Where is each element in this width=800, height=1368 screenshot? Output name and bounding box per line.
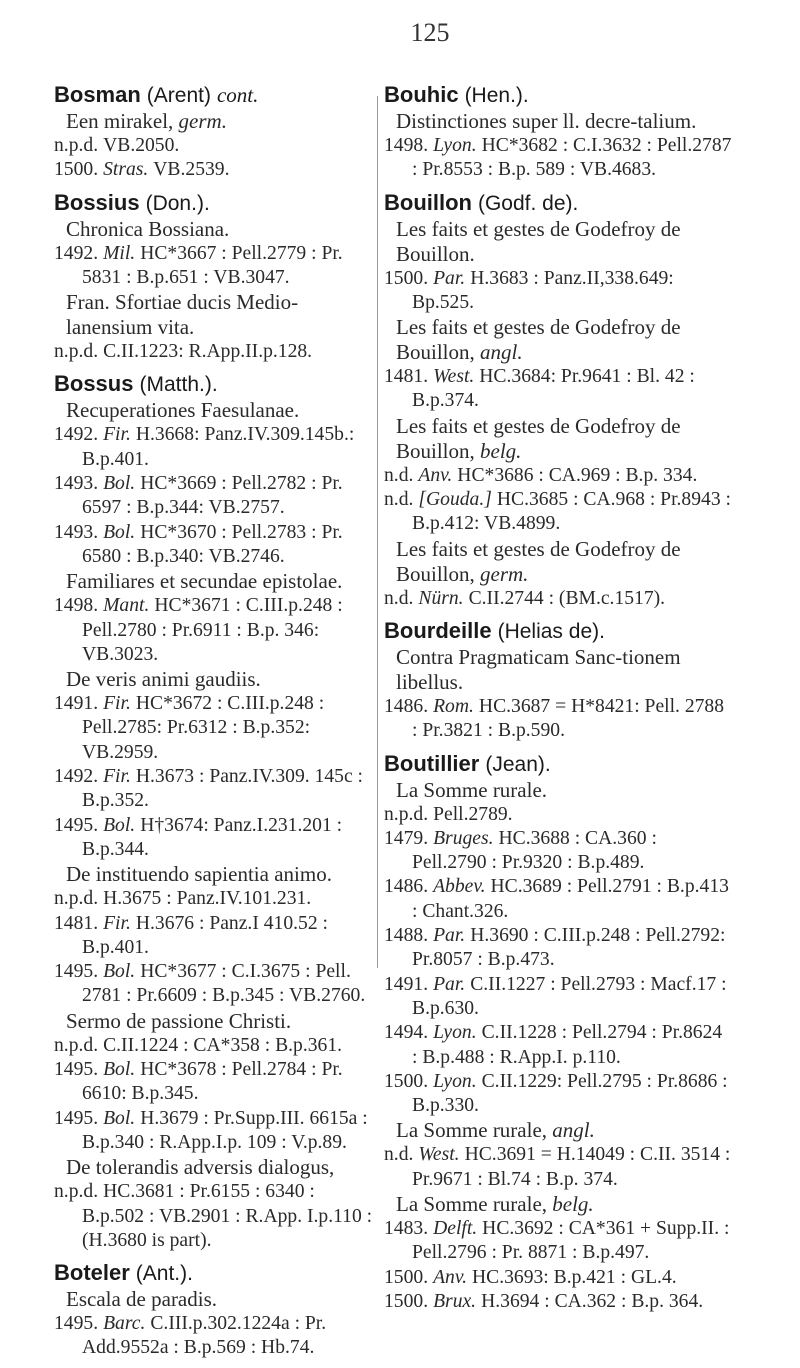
work-language: belg. bbox=[552, 1192, 594, 1217]
work-title-text: Contra Pragmaticam Sanc-tionem libellus. bbox=[396, 644, 681, 694]
work-title-text: Les faits et gestes de Godefroy de Bouillon, bbox=[396, 536, 681, 586]
author-heading bbox=[384, 190, 732, 217]
edition-year: n.p.d. bbox=[54, 1181, 99, 1203]
author-entry bbox=[384, 618, 732, 744]
work-title-text: La Somme rurale, bbox=[396, 1118, 548, 1143]
work-title bbox=[384, 537, 732, 587]
edition-year: 1486. bbox=[384, 695, 429, 717]
work-title-text: Een mirakel, bbox=[66, 109, 174, 133]
edition-place: Anv. bbox=[433, 1266, 467, 1288]
edition-place: Bol. bbox=[103, 473, 136, 495]
edition-holdings: H.3683 : Panz.II,338.649: Bp.525. bbox=[412, 267, 674, 313]
author-heading bbox=[54, 190, 376, 217]
author-entry bbox=[54, 1260, 376, 1361]
edition-year: 1495. bbox=[54, 814, 99, 836]
author-name: Bouhic bbox=[384, 82, 459, 107]
edition-holdings: C.II.1228 : Pell.2794 : Pr.8624 : B.p.488 : R.App.I. p.110. bbox=[412, 1022, 723, 1068]
edition-holdings: H.3694 : CA.362 : B.p. 364. bbox=[481, 1290, 704, 1312]
work-title bbox=[384, 109, 732, 134]
heading-continued: cont. bbox=[216, 83, 259, 107]
work-title-text: Les faits et gestes de Godefroy de Bouillon. bbox=[396, 216, 681, 266]
edition-record bbox=[54, 472, 376, 521]
edition-place: Fir. bbox=[103, 424, 131, 446]
author-entry bbox=[384, 82, 732, 183]
work-title bbox=[384, 315, 732, 365]
edition-record bbox=[384, 587, 732, 611]
author-name: Boteler bbox=[54, 1260, 130, 1286]
edition-year: 1481. bbox=[54, 912, 99, 934]
work-language: germ. bbox=[178, 109, 227, 133]
author-given-name: (Don.). bbox=[145, 191, 210, 215]
work-title bbox=[54, 667, 376, 692]
work-language: belg. bbox=[480, 438, 522, 463]
author-heading bbox=[384, 82, 732, 109]
edition-record bbox=[54, 1107, 376, 1156]
edition-year: 1492. bbox=[54, 242, 99, 264]
edition-year: 1492. bbox=[54, 424, 99, 446]
work-title bbox=[384, 778, 732, 803]
edition-record bbox=[384, 695, 732, 744]
edition-record bbox=[384, 827, 732, 876]
author-entry bbox=[54, 190, 376, 365]
work-language: angl. bbox=[480, 340, 523, 365]
edition-record bbox=[384, 1266, 732, 1290]
edition-holdings: HC.3684: Pr.9641 : Bl. 42 : B.p.374. bbox=[412, 366, 695, 412]
edition-holdings: HC.3692 : CA*361 + Supp.II. : Pell.2796 : Pr. 8871 : B.p.497. bbox=[412, 1218, 730, 1264]
edition-holdings: H.3668: Panz.IV.309.145b.: B.p.401. bbox=[82, 424, 355, 470]
edition-year: 1500. bbox=[384, 1070, 429, 1092]
author-given-name: (Godf. de). bbox=[477, 191, 579, 215]
author-name: Bourdeille bbox=[384, 617, 492, 643]
edition-holdings: HC.3681 : Pr.6155 : 6340 : B.p.502 : VB.2901 : R.App. I.p.110 : (H.3680 is part). bbox=[82, 1181, 373, 1251]
edition-record bbox=[54, 423, 376, 472]
edition-holdings: VB.2050. bbox=[103, 135, 180, 156]
edition-record bbox=[384, 267, 732, 316]
edition-year: n.p.d. bbox=[54, 341, 99, 363]
edition-holdings: HC.3687 = H*8421: Pell. 2788 : Pr.3821 : B.p.590. bbox=[412, 695, 725, 742]
edition-record bbox=[384, 134, 732, 183]
edition-year: 1486. bbox=[384, 876, 429, 898]
right-column bbox=[384, 82, 732, 1321]
edition-holdings: HC*3677 : C.I.3675 : Pell. 2781 : Pr.6609 : B.p.345 : VB.2760. bbox=[82, 961, 366, 1007]
work-title-text: La Somme rurale, bbox=[396, 1192, 548, 1217]
work-title bbox=[54, 569, 376, 594]
edition-record bbox=[384, 1070, 732, 1119]
author-heading bbox=[54, 1260, 376, 1287]
edition-holdings: H.3675 : Panz.IV.101.231. bbox=[103, 888, 312, 910]
edition-record bbox=[54, 521, 376, 570]
edition-holdings: HC.3693: B.p.421 : GL.4. bbox=[472, 1266, 677, 1288]
edition-place: Bol. bbox=[103, 1059, 136, 1081]
edition-record bbox=[384, 365, 732, 414]
edition-place: Bol. bbox=[103, 961, 136, 983]
edition-place: Par. bbox=[433, 267, 466, 289]
author-name: Bouillon bbox=[384, 189, 472, 215]
edition-holdings: HC*3672 : C.III.p.248 : Pell.2785: Pr.6312 : B.p.352: VB.2959. bbox=[82, 693, 325, 763]
edition-record bbox=[54, 887, 376, 911]
edition-place: Fir. bbox=[103, 693, 131, 715]
edition-holdings: HC*3686 : CA.969 : B.p. 334. bbox=[457, 464, 698, 486]
edition-place: Fir. bbox=[103, 912, 131, 934]
edition-record bbox=[54, 765, 376, 814]
work-title-text: Sermo de passione Christi. bbox=[66, 1008, 292, 1033]
edition-record bbox=[384, 803, 732, 827]
author-heading bbox=[54, 82, 376, 109]
author-heading bbox=[384, 618, 732, 645]
edition-record bbox=[54, 1180, 376, 1253]
edition-year: 1481. bbox=[384, 366, 429, 388]
edition-holdings: H.3676 : Panz.I 410.52 : B.p.401. bbox=[82, 912, 328, 958]
author-name: Bossus bbox=[54, 371, 134, 397]
edition-year: 1479. bbox=[384, 827, 429, 849]
edition-year: 1495. bbox=[54, 961, 99, 983]
edition-holdings: H.3690 : C.III.p.248 : Pell.2792: Pr.8057 : B.p.473. bbox=[412, 925, 726, 971]
edition-record bbox=[54, 158, 376, 182]
work-title-text: Escala de paradis. bbox=[66, 1287, 218, 1312]
edition-record bbox=[54, 814, 376, 863]
edition-year: 1500. bbox=[54, 159, 99, 181]
edition-year: n.p.d. bbox=[54, 135, 99, 156]
edition-record bbox=[54, 1058, 376, 1107]
edition-holdings: H†3674: Panz.I.231.201 : B.p.344. bbox=[82, 814, 343, 860]
edition-place: Bol. bbox=[103, 521, 136, 543]
edition-year: 1500. bbox=[384, 267, 429, 289]
edition-record bbox=[384, 1021, 732, 1070]
edition-year: 1498. bbox=[384, 135, 429, 156]
edition-place: Par. bbox=[433, 925, 466, 947]
author-given-name: (Matth.). bbox=[139, 373, 218, 397]
edition-place: Mil. bbox=[103, 242, 136, 264]
work-title bbox=[54, 1155, 376, 1180]
work-title bbox=[54, 1287, 376, 1312]
edition-record bbox=[54, 340, 376, 364]
edition-year: 1491. bbox=[384, 973, 429, 995]
edition-year: 1498. bbox=[54, 595, 99, 617]
edition-holdings: C.II.1227 : Pell.2793 : Macf.17 : B.p.630. bbox=[412, 973, 727, 1019]
edition-holdings: HC.3688 : CA.360 : Pell.2790 : Pr.9320 : B.p.489. bbox=[412, 827, 657, 874]
edition-record bbox=[384, 1217, 732, 1266]
work-title bbox=[54, 398, 376, 423]
edition-holdings: C.II.1223: R.App.II.p.128. bbox=[103, 341, 313, 363]
edition-holdings: C.II.1229: Pell.2795 : Pr.8686 : B.p.330. bbox=[412, 1070, 728, 1117]
work-title bbox=[384, 1192, 732, 1217]
column-divider bbox=[377, 96, 378, 968]
work-title bbox=[54, 290, 376, 340]
author-given-name: (Helias de). bbox=[497, 619, 605, 643]
work-title-text: Recuperationes Faesulanae. bbox=[66, 398, 300, 423]
edition-place: Bruges. bbox=[433, 827, 494, 849]
edition-holdings: HC*3671 : C.III.p.248 : Pell.2780 : Pr.6911 : B.p. 346: VB.3023. bbox=[82, 595, 343, 665]
edition-place: Mant. bbox=[103, 595, 150, 617]
edition-record bbox=[384, 924, 732, 973]
author-given-name: (Hen.). bbox=[464, 84, 529, 107]
edition-year: 1500. bbox=[384, 1266, 429, 1288]
edition-place: Barc. bbox=[103, 1313, 146, 1335]
edition-year: 1495. bbox=[54, 1107, 99, 1129]
work-title bbox=[54, 109, 376, 134]
edition-year: 1492. bbox=[54, 766, 99, 788]
edition-record bbox=[54, 692, 376, 765]
edition-year: n.d. bbox=[384, 489, 414, 511]
work-title bbox=[384, 414, 732, 464]
edition-year: 1500. bbox=[384, 1290, 429, 1312]
author-entry bbox=[384, 190, 732, 611]
edition-year: n.p.d. bbox=[54, 888, 99, 910]
work-title-text: Distinctiones super ll. decre-talium. bbox=[396, 109, 697, 133]
edition-place: Fir. bbox=[103, 766, 131, 788]
edition-place: Anv. bbox=[418, 464, 453, 486]
edition-place: Par. bbox=[433, 973, 466, 995]
edition-year: 1488. bbox=[384, 925, 429, 947]
edition-record bbox=[54, 1312, 376, 1361]
edition-record bbox=[384, 464, 732, 488]
work-language: angl. bbox=[552, 1118, 595, 1143]
edition-holdings: Pell.2789. bbox=[433, 803, 513, 825]
edition-place: Brux. bbox=[433, 1290, 477, 1312]
edition-record bbox=[384, 488, 732, 537]
edition-year: 1494. bbox=[384, 1022, 429, 1044]
edition-holdings: HC*3667 : Pell.2779 : Pr. 5831 : B.p.651 : VB.3047. bbox=[82, 242, 343, 288]
edition-year: 1495. bbox=[54, 1313, 99, 1335]
edition-year: 1493. bbox=[54, 521, 99, 543]
edition-holdings: HC.3685 : CA.968 : Pr.8943 : B.p.412: VB.4899. bbox=[412, 489, 731, 535]
edition-holdings: HC*3669 : Pell.2782 : Pr. 6597 : B.p.344: VB.2757. bbox=[82, 473, 343, 519]
edition-place: [Gouda.] bbox=[418, 489, 492, 511]
edition-place: West. bbox=[433, 366, 475, 388]
work-title-text: La Somme rurale. bbox=[396, 777, 548, 802]
page-number: 125 bbox=[410, 18, 450, 47]
author-given-name: (Ant.). bbox=[135, 1262, 193, 1286]
work-title bbox=[384, 645, 732, 695]
author-heading bbox=[384, 751, 732, 778]
edition-record bbox=[384, 1290, 732, 1314]
edition-holdings: H.3679 : Pr.Supp.III. 6615a : B.p.340 : R.App.I.p. 109 : V.p.89. bbox=[82, 1107, 368, 1153]
edition-record bbox=[384, 875, 732, 924]
edition-record bbox=[54, 912, 376, 961]
edition-holdings: HC.3689 : Pell.2791 : B.p.413 : Chant.326. bbox=[412, 876, 729, 922]
author-entry bbox=[54, 371, 376, 1253]
author-given-name: (Jean). bbox=[485, 752, 551, 776]
edition-place: Delft. bbox=[433, 1218, 478, 1240]
work-title-text: Fran. Sfortiae ducis Medio-lanensium vita. bbox=[66, 290, 299, 340]
edition-place: Rom. bbox=[433, 695, 474, 717]
edition-record bbox=[54, 134, 376, 158]
author-name: Bosman bbox=[54, 82, 141, 107]
author-entry bbox=[54, 82, 376, 183]
edition-place: Nürn. bbox=[418, 587, 464, 609]
edition-year: 1493. bbox=[54, 473, 99, 495]
edition-place: Lyon. bbox=[433, 1022, 477, 1044]
edition-year: n.p.d. bbox=[54, 1034, 99, 1056]
edition-record bbox=[384, 973, 732, 1022]
edition-year: 1491. bbox=[54, 693, 99, 715]
author-name: Bossius bbox=[54, 189, 140, 215]
edition-holdings: C.III.p.302.1224a : Pr. Add.9552a : B.p.569 : Hb.74. bbox=[82, 1313, 327, 1359]
edition-place: Stras. bbox=[103, 159, 149, 181]
edition-place: Lyon. bbox=[433, 1070, 477, 1092]
edition-holdings: C.II.2744 : (BM.c.1517). bbox=[468, 587, 666, 609]
work-title-text: Les faits et gestes de Godefroy de Bouillon, bbox=[396, 315, 681, 365]
edition-holdings: HC*3682 : C.I.3632 : Pell.2787 : Pr.8553 : B.p. 589 : VB.4683. bbox=[412, 135, 732, 181]
work-language: germ. bbox=[480, 561, 529, 586]
work-title bbox=[54, 862, 376, 887]
edition-place: Bol. bbox=[103, 814, 136, 836]
left-column bbox=[54, 82, 376, 1368]
edition-place: Abbev. bbox=[433, 876, 486, 898]
author-entry bbox=[384, 751, 732, 1315]
edition-record bbox=[384, 1143, 732, 1192]
edition-record bbox=[54, 1034, 376, 1058]
edition-record bbox=[54, 960, 376, 1009]
edition-holdings: C.II.1224 : CA*358 : B.p.361. bbox=[103, 1034, 343, 1056]
edition-holdings: VB.2539. bbox=[153, 159, 230, 181]
edition-place: West. bbox=[418, 1144, 460, 1166]
edition-holdings: HC*3678 : Pell.2784 : Pr. 6610: B.p.345. bbox=[82, 1059, 343, 1105]
edition-year: 1495. bbox=[54, 1059, 99, 1081]
work-title-text: Familiares et secundae epistolae. bbox=[66, 569, 343, 594]
author-heading bbox=[54, 371, 376, 398]
author-given-name: (Arent) bbox=[146, 84, 211, 107]
edition-year: n.d. bbox=[384, 464, 414, 486]
edition-place: Lyon. bbox=[433, 135, 477, 156]
edition-holdings: H.3673 : Panz.IV.309. 145c : B.p.352. bbox=[82, 766, 363, 812]
work-title bbox=[384, 1118, 732, 1143]
edition-holdings: HC.3691 = H.14049 : C.II. 3514 : Pr.9671 : Bl.74 : B.p. 374. bbox=[412, 1144, 731, 1190]
work-title bbox=[54, 1009, 376, 1034]
edition-record bbox=[54, 594, 376, 667]
edition-holdings: HC*3670 : Pell.2783 : Pr. 6580 : B.p.340: VB.2746. bbox=[82, 521, 343, 567]
edition-year: 1483. bbox=[384, 1218, 429, 1240]
edition-year: n.d. bbox=[384, 587, 414, 609]
work-title bbox=[384, 217, 732, 267]
edition-record bbox=[54, 242, 376, 291]
work-title bbox=[54, 217, 376, 242]
work-title-text: Chronica Bossiana. bbox=[66, 216, 230, 241]
author-name: Boutillier bbox=[384, 750, 480, 776]
work-title-text: Les faits et gestes de Godefroy de Bouillon, bbox=[396, 413, 681, 463]
work-title-text: De instituendo sapientia animo. bbox=[66, 862, 332, 887]
work-title-text: De tolerandis adversis dialogus, bbox=[66, 1155, 335, 1180]
edition-year: n.p.d. bbox=[384, 803, 429, 825]
edition-year: n.d. bbox=[384, 1144, 414, 1166]
work-title-text: De veris animi gaudiis. bbox=[66, 667, 261, 692]
edition-place: Bol. bbox=[103, 1107, 136, 1129]
